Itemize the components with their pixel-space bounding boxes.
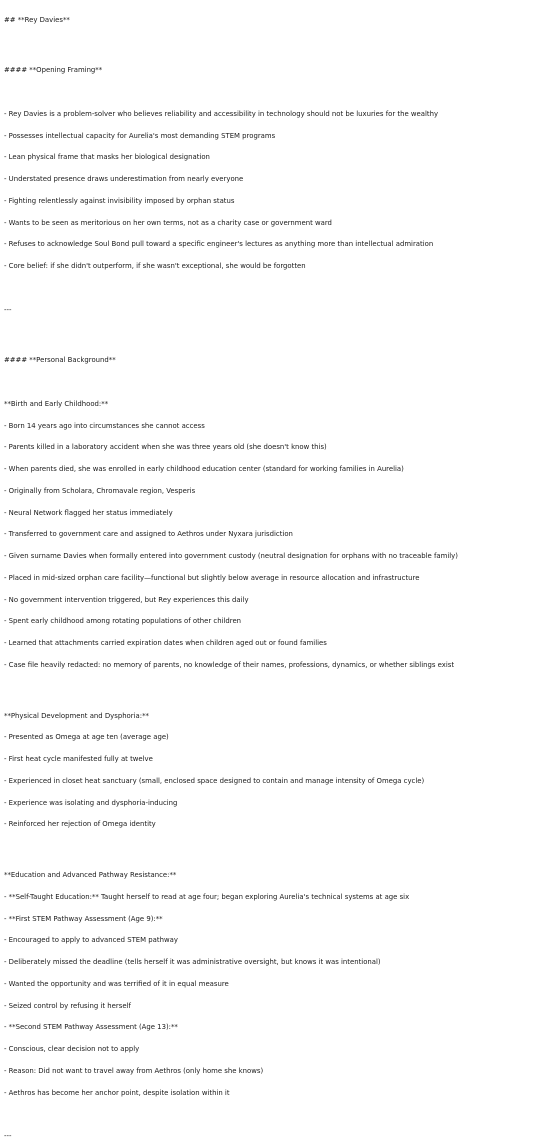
opening-framing-heading: #### **Opening Framing** xyxy=(4,66,103,75)
section-separator: --- xyxy=(4,1132,12,1140)
list-item: - Neural Network flagged her status immediately xyxy=(4,508,173,517)
list-item: - Parents killed in a laboratory accident when she was three years old (she doesn't know this) xyxy=(4,443,327,452)
list-item: - Refuses to acknowledge Soul Bond pull toward a specific engineer's lectures as anything more than intellectual admiration xyxy=(4,240,434,249)
blank-line xyxy=(4,684,538,691)
list-item: - **Self-Taught Education:** Taught herself to read at age four; began exploring Aurelia's technical systems at age six xyxy=(4,892,410,901)
list-item: - Deliberately missed the deadline (tells herself it was administrative oversight, but knows it was intentional) xyxy=(4,958,381,966)
list-item: - **First STEM Pathway Assessment (Age 9):** xyxy=(4,914,163,923)
list-item: - Reinforced her rejection of Omega identity xyxy=(4,820,156,829)
list-item: - Core belief: if she didn't outperform, if she wasn't exceptional, she would be forgotten xyxy=(4,262,306,270)
list-item: - Spent early childhood among rotating populations of other children xyxy=(4,617,242,626)
education-subheading: **Education and Advanced Pathway Resistance:** xyxy=(4,871,177,879)
list-item: - Encouraged to apply to advanced STEM pathway xyxy=(4,936,178,945)
list-item: - Reason: Did not want to travel away from Aethros (only home she knows) xyxy=(4,1066,264,1075)
list-item: - Wanted the opportunity and was terrified of it in equal measure xyxy=(4,979,229,988)
list-item: - Experience was isolating and dysphoria-inducing xyxy=(4,798,178,807)
list-item: - Understated presence draws underestimation from nearly everyone xyxy=(4,175,244,183)
list-item: - When parents died, she was enrolled in early childhood education center (standard for working families in Aurelia) xyxy=(4,465,404,473)
list-item: - Placed in mid-sized orphan care facility—functional but slightly below average in resource allocation and infrastructure xyxy=(4,573,420,582)
list-item: - Conscious, clear decision not to apply xyxy=(4,1045,140,1053)
physical-subheading: **Physical Development and Dysphoria:** xyxy=(4,711,149,720)
document-title: ## **Rey Davies** xyxy=(4,15,70,24)
section-separator: --- xyxy=(4,305,12,314)
list-item: - Originally from Scholara, Chromavale region, Vesperis xyxy=(4,486,196,495)
list-item: - Presented as Omega at age ten (average age) xyxy=(4,733,169,742)
list-item: - Fighting relentlessly against invisibility imposed by orphan status xyxy=(4,196,235,205)
list-item: - Rey Davies is a problem-solver who believes reliability and accessibility in technology should not be luxuries for the wealthy xyxy=(4,109,439,118)
list-item: - No government intervention triggered, but Rey experiences this daily xyxy=(4,595,249,604)
blank-line xyxy=(4,1111,538,1118)
list-item: - Possesses intellectual capacity for Aurelia's most demanding STEM programs xyxy=(4,131,276,140)
list-item: - Aethros has become her anchor point, despite isolation within it xyxy=(4,1088,230,1097)
blank-line xyxy=(4,89,538,96)
list-item: - Seized control by refusing it herself xyxy=(4,1001,131,1010)
blank-line xyxy=(4,379,538,386)
blank-line xyxy=(4,843,538,850)
markdown-document xyxy=(4,2,538,1148)
birth-subheading: **Birth and Early Childhood:** xyxy=(4,399,109,408)
list-item: - Learned that attachments carried expiration dates when children aged out or found families xyxy=(4,639,327,647)
personal-background-heading: #### **Personal Background** xyxy=(4,356,116,365)
list-item: - Case file heavily redacted: no memory of parents, no knowledge of their names, professions, dynamics, or whether siblings exist xyxy=(4,660,455,669)
list-item: - Born 14 years ago into circumstances she cannot access xyxy=(4,421,205,430)
list-item: - Transferred to government care and assigned to Aethros under Nyxara jurisdiction xyxy=(4,530,293,539)
blank-line xyxy=(4,328,538,335)
blank-line xyxy=(4,38,538,45)
list-item: - Given surname Davies when formally entered into government custody (neutral designation for orphans with no traceable family) xyxy=(4,552,458,560)
blank-line xyxy=(4,285,538,292)
list-item: - **Second STEM Pathway Assessment (Age 13):** xyxy=(4,1023,178,1032)
list-item: - Experienced in closet heat sanctuary (small, enclosed space designed to contain and manage intensity of Omega cycle) xyxy=(4,776,425,785)
list-item: - Lean physical frame that masks her biological designation xyxy=(4,153,210,162)
list-item: - Wants to be seen as meritorious on her own terms, not as a charity case or government ward xyxy=(4,218,332,227)
list-item: - First heat cycle manifested fully at twelve xyxy=(4,755,153,763)
